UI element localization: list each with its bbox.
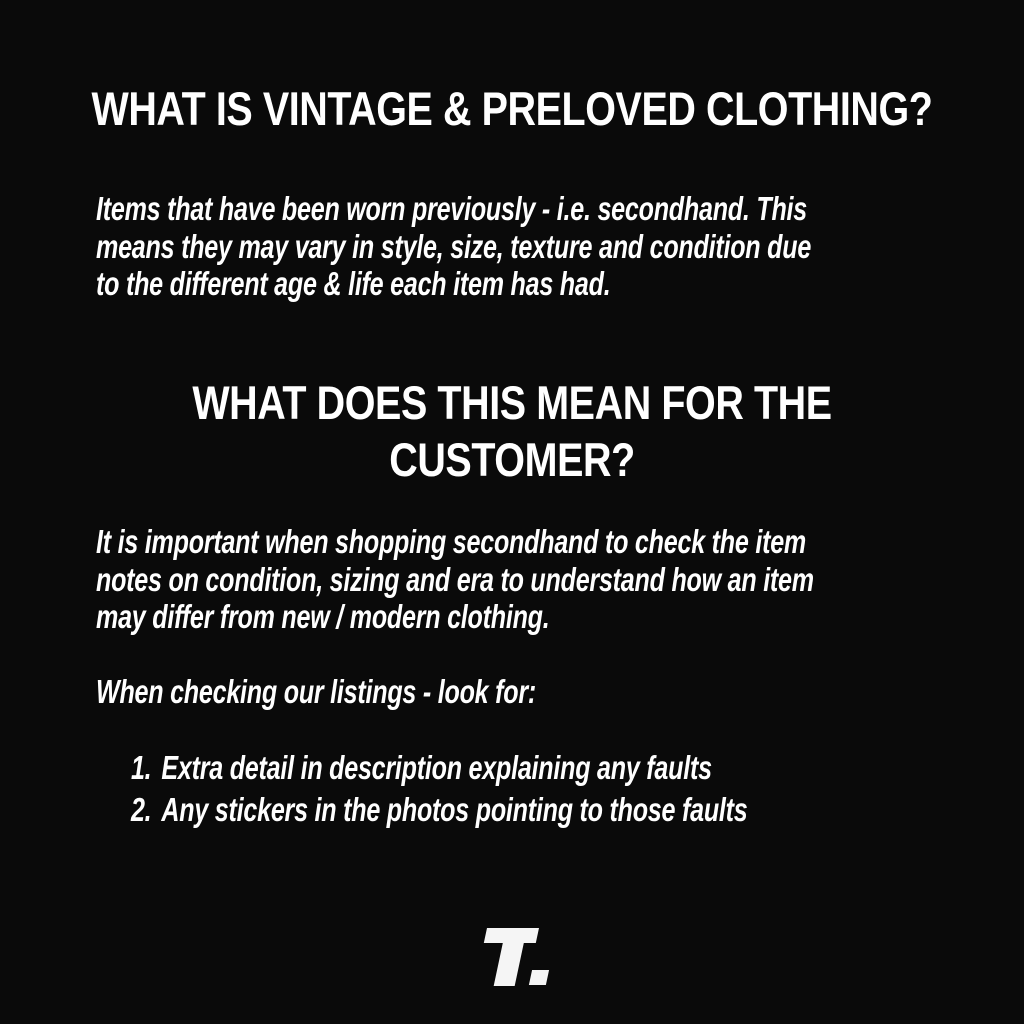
customer-line-1: It is important when shopping secondhand to check the item: [96, 523, 806, 560]
list-item-number: 2.: [130, 791, 152, 828]
list-item-text: Extra detail in description explaining any faults: [161, 749, 712, 786]
intro-line-1: Items that have been worn previously - i.e. secondhand. This: [96, 190, 808, 227]
list-item-text: Any stickers in the photos pointing to those faults: [161, 791, 748, 828]
customer-heading-line-2: CUSTOMER?: [389, 433, 635, 486]
intro-paragraph: [96, 190, 1008, 303]
brand-logo: [0, 926, 1024, 992]
customer-line-2: notes on condition, sizing and era to understand how an item: [96, 560, 814, 598]
listings-intro-line: When checking our listings - look for:: [96, 673, 537, 710]
intro-line-2: means they may vary in style, size, texture and condition due: [96, 227, 812, 265]
list-item: [96, 789, 1008, 831]
customer-line-3: may differ from new / modern clothing.: [96, 598, 550, 635]
customer-heading: [82, 374, 942, 488]
page-title: WHAT IS VINTAGE & PRELOVED CLOTHING?: [91, 82, 933, 135]
list-item-number: 1.: [130, 749, 152, 786]
t-dot-logo-icon: [457, 926, 567, 992]
listings-intro: [96, 673, 1008, 711]
customer-heading-line-1: WHAT DOES THIS MEAN FOR THE: [192, 376, 832, 429]
customer-paragraph: [96, 523, 1008, 636]
fault-checklist: [96, 747, 1008, 831]
list-item: [96, 747, 1008, 789]
intro-line-3: to the different age & life each item has had.: [96, 265, 611, 302]
